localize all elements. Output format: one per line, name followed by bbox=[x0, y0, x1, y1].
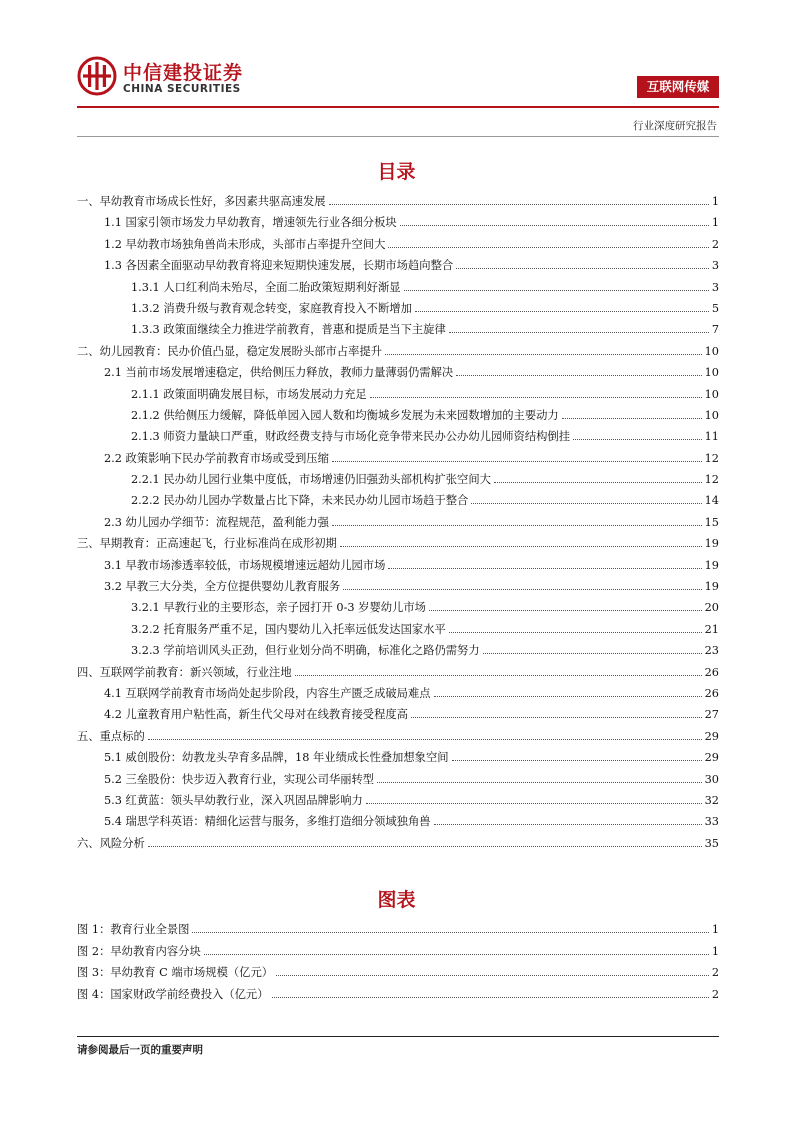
dot-leader bbox=[340, 546, 702, 547]
toc-entry-title: 1.1 国家引领市场发力早幼教育，增速领先行业各细分板块 bbox=[104, 216, 397, 230]
figure-entry-title: 图 4：国家财政学前经费投入（亿元） bbox=[77, 987, 269, 1001]
figure-entry[interactable] bbox=[77, 919, 719, 941]
dot-leader bbox=[370, 397, 702, 398]
toc-entry-page: 19 bbox=[704, 537, 719, 551]
toc-entry[interactable] bbox=[77, 490, 719, 511]
footer-notice: 请参阅最后一页的重要声明 bbox=[77, 1044, 203, 1056]
dot-leader bbox=[148, 846, 702, 847]
toc-entry[interactable] bbox=[77, 640, 719, 661]
dot-leader bbox=[276, 975, 709, 976]
china-securities-logo-icon bbox=[77, 56, 117, 96]
figure-entry-page: 1 bbox=[711, 923, 719, 936]
dot-leader bbox=[456, 268, 709, 269]
brand-name-cn: 中信建投证券 bbox=[123, 62, 244, 84]
figure-entry-title: 图 1：教育行业全景图 bbox=[77, 923, 190, 936]
toc-entry-title: 4.2 儿童教育用户粘性高，新生代父母对在线教育接受程度高 bbox=[104, 708, 408, 722]
dot-leader bbox=[404, 290, 709, 291]
header-divider bbox=[77, 106, 719, 108]
toc-entry-title: 1.3 各因素全面驱动早幼教育将迎来短期快速发展，长期市场趋向整合 bbox=[104, 259, 454, 273]
sector-badge: 互联网传媒 bbox=[637, 76, 719, 98]
toc-entry-title: 2.2 政策影响下民办学前教育市场或受到压缩 bbox=[104, 451, 329, 465]
toc-entry[interactable] bbox=[77, 704, 719, 725]
toc-entry-page: 23 bbox=[704, 644, 719, 658]
dot-leader bbox=[295, 675, 702, 676]
toc-entry[interactable] bbox=[77, 362, 719, 383]
toc-entry-page: 1 bbox=[711, 195, 719, 208]
toc-entry-page: 27 bbox=[704, 708, 719, 722]
dot-leader bbox=[400, 225, 709, 226]
toc-entry-page: 12 bbox=[704, 473, 719, 487]
toc-entry-page: 19 bbox=[704, 558, 719, 572]
toc-entry[interactable] bbox=[77, 833, 719, 854]
toc-entry-title: 5.3 红黄蓝：领头早幼教行业，深入巩固品牌影响力 bbox=[104, 793, 363, 807]
toc-entry-page: 35 bbox=[704, 836, 719, 850]
toc-entry[interactable] bbox=[77, 384, 719, 405]
toc-entry[interactable] bbox=[77, 298, 719, 319]
dot-leader bbox=[332, 461, 702, 462]
dot-leader bbox=[434, 824, 702, 825]
toc-entry-page: 26 bbox=[704, 686, 719, 700]
toc-entry-page: 5 bbox=[711, 301, 719, 315]
toc-entry[interactable] bbox=[77, 597, 719, 618]
toc-entry-title: 三、早期教育：正高速起飞，行业标准尚在成形初期 bbox=[77, 537, 337, 551]
dot-leader bbox=[434, 696, 702, 697]
toc-entry-title: 五、重点标的 bbox=[77, 729, 145, 743]
dot-leader bbox=[562, 418, 702, 419]
toc-entry[interactable] bbox=[77, 341, 719, 362]
toc-entry[interactable] bbox=[77, 619, 719, 640]
toc-entry[interactable] bbox=[77, 726, 719, 747]
dot-leader bbox=[483, 653, 702, 654]
toc-entry-title: 5.1 威创股份：幼教龙头孕育多品牌，18 年业绩成长性叠加想象空间 bbox=[104, 751, 449, 765]
toc-entry-page: 21 bbox=[704, 622, 719, 636]
toc-entry-title: 1.3.1 人口红利尚未殆尽，全面二胎政策短期利好渐显 bbox=[131, 280, 401, 294]
toc-entry-title: 4.1 互联网学前教育市场尚处起步阶段，内容生产匮乏成破局难点 bbox=[104, 686, 431, 700]
toc-entry[interactable] bbox=[77, 555, 719, 576]
toc-entry-page: 30 bbox=[704, 772, 719, 786]
toc-entry[interactable] bbox=[77, 683, 719, 704]
toc-entry-title: 5.4 瑞思学科英语：精细化运营与服务，多维打造细分领域独角兽 bbox=[104, 815, 431, 829]
toc-entry-title: 2.3 幼儿园办学细节：流程规范，盈利能力强 bbox=[104, 515, 329, 529]
figures-title: 图表 bbox=[377, 889, 416, 911]
figure-entry-page: 1 bbox=[711, 944, 719, 958]
toc-entry[interactable] bbox=[77, 319, 719, 340]
dot-leader bbox=[456, 375, 701, 376]
dot-leader bbox=[148, 739, 702, 740]
dot-leader bbox=[332, 525, 702, 526]
toc-entry-page: 26 bbox=[704, 665, 719, 679]
toc-entry-page: 3 bbox=[711, 280, 719, 294]
toc-entry-page: 7 bbox=[711, 323, 719, 337]
toc-entry[interactable] bbox=[77, 255, 719, 276]
toc-entry-title: 1.2 早幼教市场独角兽尚未形成，头部市占率提升空间大 bbox=[104, 237, 386, 251]
toc-entry-page: 33 bbox=[704, 815, 719, 829]
toc-entry-page: 19 bbox=[704, 580, 719, 594]
toc-entry-title: 1.3.3 政策面继续全力推进学前教育，普惠和提质是当下主旋律 bbox=[131, 323, 446, 337]
toc-entry-title: 2.1.3 师资力量缺口严重，财政经费支持与市场化竞争带来民办公办幼儿园师资结构倒挂 bbox=[131, 430, 571, 444]
dot-leader bbox=[385, 354, 702, 355]
toc-entry[interactable] bbox=[77, 769, 719, 790]
dot-leader bbox=[388, 247, 708, 248]
toc-entry[interactable] bbox=[77, 469, 719, 490]
toc-entry-title: 5.2 三垒股份：快步迈入教育行业，实现公司华丽转型 bbox=[104, 772, 375, 786]
toc-entry-page: 3 bbox=[711, 259, 719, 273]
toc-entry[interactable] bbox=[77, 212, 719, 233]
toc-entry-page: 29 bbox=[704, 729, 719, 743]
toc-list bbox=[77, 191, 719, 854]
figure-entry-page: 2 bbox=[711, 966, 719, 980]
toc-entry-page: 2 bbox=[711, 237, 719, 251]
dot-leader bbox=[272, 997, 709, 998]
toc-entry-title: 二、幼儿园教育：民办价值凸显，稳定发展盼头部市占率提升 bbox=[77, 344, 383, 358]
toc-entry[interactable] bbox=[77, 405, 719, 426]
toc-entry-page: 32 bbox=[704, 793, 719, 807]
dot-leader bbox=[449, 632, 702, 633]
toc-entry-page: 29 bbox=[704, 751, 719, 765]
toc-entry[interactable] bbox=[77, 811, 719, 832]
toc-entry-title: 3.2 早教三大分类，全方位提供婴幼儿教育服务 bbox=[104, 580, 341, 594]
toc-entry-page: 20 bbox=[704, 601, 719, 615]
toc-entry-title: 3.2.2 托育服务严重不足，国内婴幼儿入托率远低发达国家水平 bbox=[131, 622, 446, 636]
toc-entry-title: 3.2.1 早教行业的主要形态，亲子园打开 0-3 岁婴幼儿市场 bbox=[131, 601, 426, 615]
dot-leader bbox=[192, 932, 708, 933]
figures-list bbox=[77, 919, 719, 1005]
figure-entry[interactable] bbox=[77, 941, 719, 963]
toc-entry-page: 11 bbox=[704, 430, 719, 444]
toc-entry[interactable] bbox=[77, 533, 719, 554]
toc-entry-title: 2.2.2 民办幼儿园办学数量占比下降，未来民办幼儿园市场趋于整合 bbox=[131, 494, 469, 508]
dot-leader bbox=[377, 782, 702, 783]
dot-leader bbox=[343, 589, 701, 590]
figure-entry-page: 2 bbox=[711, 987, 719, 1001]
toc-entry-page: 12 bbox=[704, 451, 719, 465]
toc-entry-title: 一、早幼教育市场成长性好，多因素共驱高速发展 bbox=[77, 195, 326, 208]
dot-leader bbox=[329, 204, 709, 205]
toc-entry[interactable] bbox=[77, 790, 719, 811]
toc-entry-title: 四、互联网学前教育：新兴领域，行业注地 bbox=[77, 665, 292, 679]
dot-leader bbox=[471, 503, 701, 504]
figure-entry-title: 图 2：早幼教育内容分块 bbox=[77, 944, 201, 958]
toc-entry[interactable] bbox=[77, 234, 719, 255]
toc-entry-title: 2.1.1 政策面明确发展目标，市场发展动力充足 bbox=[131, 387, 367, 401]
dot-leader bbox=[204, 954, 709, 955]
toc-entry[interactable] bbox=[77, 576, 719, 597]
footer-divider bbox=[77, 1036, 719, 1037]
toc-entry-title: 2.2.1 民办幼儿园行业集中度低，市场增速仍旧强劲头部机构扩张空间大 bbox=[131, 473, 491, 487]
dot-leader bbox=[449, 332, 709, 333]
toc-entry-page: 10 bbox=[704, 366, 719, 380]
figure-entry[interactable] bbox=[77, 962, 719, 984]
dot-leader bbox=[366, 803, 702, 804]
toc-entry[interactable] bbox=[77, 662, 719, 683]
toc-entry-page: 1 bbox=[711, 216, 719, 230]
report-type: 行业深度研究报告 bbox=[633, 120, 717, 132]
toc-entry-page: 10 bbox=[704, 344, 719, 358]
dot-leader bbox=[494, 482, 702, 483]
toc-entry-title: 2.1.2 供给侧压力缓解，降低单园入园人数和均衡城乡发展为未来园数增加的主要动力 bbox=[131, 408, 559, 422]
figure-entry-title: 图 3：早幼教育 C 端市场规模（亿元） bbox=[77, 966, 274, 980]
dot-leader bbox=[452, 760, 702, 761]
toc-entry-page: 14 bbox=[704, 494, 719, 508]
subheader-divider bbox=[77, 136, 719, 137]
toc-entry-title: 六、风险分析 bbox=[77, 836, 145, 850]
page-header bbox=[77, 56, 719, 100]
dot-leader bbox=[415, 311, 709, 312]
toc-entry[interactable] bbox=[77, 448, 719, 469]
toc-title: 目录 bbox=[377, 161, 416, 183]
toc-entry-title: 2.1 当前市场发展增速稳定，供给侧压力释放，教师力量薄弱仍需解决 bbox=[104, 366, 454, 380]
toc-entry[interactable] bbox=[77, 277, 719, 298]
toc-entry[interactable] bbox=[77, 426, 719, 447]
toc-entry[interactable] bbox=[77, 191, 719, 212]
dot-leader bbox=[388, 568, 701, 569]
toc-entry-title: 3.1 早教市场渗透率较低，市场规模增速远超幼儿园市场 bbox=[104, 558, 386, 572]
toc-entry[interactable] bbox=[77, 512, 719, 533]
toc-entry-page: 10 bbox=[704, 408, 719, 422]
toc-entry-page: 15 bbox=[704, 515, 719, 529]
brand-name-en: CHINA SECURITIES bbox=[123, 83, 241, 95]
dot-leader bbox=[429, 610, 702, 611]
dot-leader bbox=[411, 717, 702, 718]
toc-entry-title: 1.3.2 消费升级与教育观念转变，家庭教育投入不断增加 bbox=[131, 301, 412, 315]
toc-entry-page: 10 bbox=[704, 387, 719, 401]
toc-entry[interactable] bbox=[77, 747, 719, 768]
dot-leader bbox=[573, 439, 702, 440]
figure-entry[interactable] bbox=[77, 984, 719, 1006]
toc-entry-title: 3.2.3 学前培训风头正劲，但行业划分尚不明确，标准化之路仍需努力 bbox=[131, 644, 480, 658]
